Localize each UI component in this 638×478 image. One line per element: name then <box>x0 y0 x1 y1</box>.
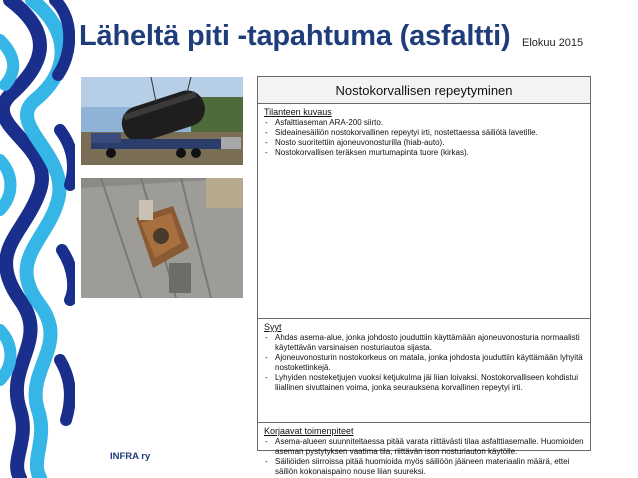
section-situation <box>258 104 590 319</box>
list-item: - Asfalttiaseman ARA-200 siirto. <box>264 118 584 128</box>
photo-tank-on-trailer <box>81 77 243 165</box>
list-item: - Nosto suoritettiin ajoneuvonosturilla (hiab-auto). <box>264 138 584 148</box>
section-title-situation: Tilanteen kuvaus <box>264 107 332 117</box>
page-title: Läheltä piti -tapahtuma (asfaltti) <box>79 20 511 52</box>
photo-torn-lifting-lug <box>81 178 243 298</box>
list-item: - Lyhyiden nosteketjujen vuoksi ketjukulma jäi liian loivaksi. Nostokorvalliseen kohdistui liiallinen sivuttainen voima, jonka seurauksena korvallinen repeytyi irti. <box>264 373 584 393</box>
list-item: - Ajoneuvonosturin nostokorkeus on matala, jonka johdosta jouduttiin käyttämään lyhyitä nostokettinkejä. <box>264 353 584 373</box>
list-item: - Säiliöiden siirroissa pitää huomioida myös säiliöön jääneen materiaalin määrä, ettei säiliön kokonaispaino nouse liian suureksi. <box>264 457 584 477</box>
section-corrective-actions <box>258 423 590 476</box>
footer-organization: INFRA ry <box>110 451 151 462</box>
panel-heading: Nostokorvallisen repeytyminen <box>258 77 590 104</box>
list-item: - Ahdas asema-alue, jonka johdosto jouduttiin käyttämään ajoneuvonosturia normaalisti käytettävän varsinaisen nosturiautoa sijasta. <box>264 333 584 353</box>
date-label: Elokuu 2015 <box>522 37 584 49</box>
section-causes <box>258 319 590 423</box>
decorative-wave-graphic <box>0 0 75 478</box>
list-item: - Nostokorvallisen teräksen murtumapinta tuore (kirkas). <box>264 148 584 158</box>
info-panel <box>257 76 591 476</box>
list-item: - Asema-alueen suunniteltaessa pitää varata riittävästi tilaa asfalttiasemalle. Huomioiden aseman pystytyksen vaatima tila, riittävän ison nosturiauton käytölle. <box>264 437 584 457</box>
section-title-corrective-actions: Korjaavat toimenpiteet <box>264 426 354 436</box>
list-item: - Sideainesäiliön nostokorvallinen repeytyi irti, nostettaessa säiliötä lavetille. <box>264 128 584 138</box>
section-title-causes: Syyt <box>264 322 282 332</box>
